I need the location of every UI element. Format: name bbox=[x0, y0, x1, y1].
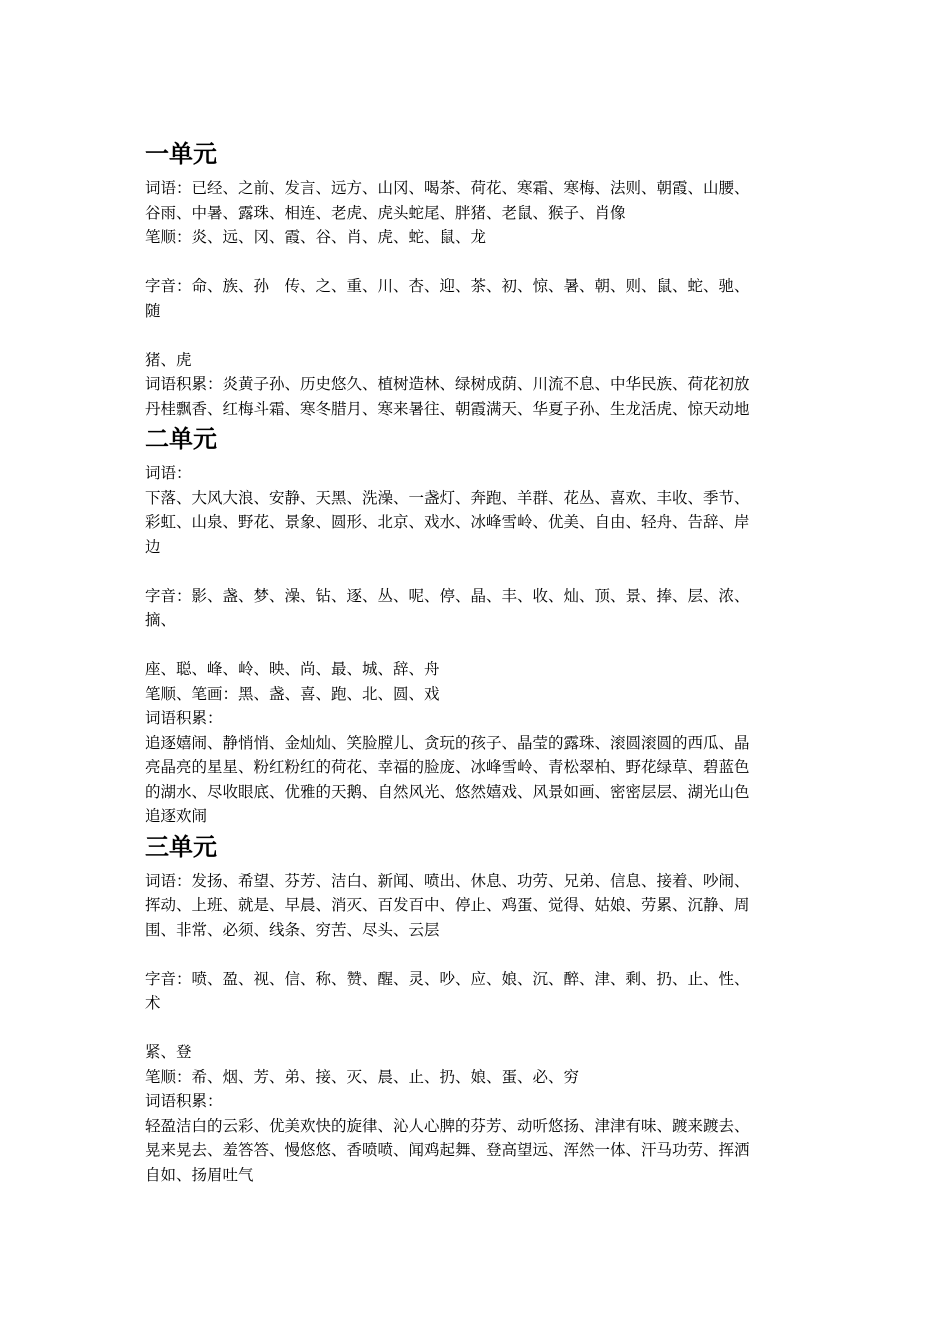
text-line: 挥动、上班、就是、早晨、消灭、百发百中、停止、鸡蛋、觉得、姑娘、劳累、沉静、周 bbox=[145, 896, 750, 914]
text-line: 紧、登 bbox=[145, 1043, 192, 1061]
text-line: 自如、扬眉吐气 bbox=[145, 1165, 254, 1184]
document-page bbox=[145, 136, 810, 1187]
text-line: 亮晶亮的星星、粉红粉红的荷花、幸福的脸庞、冰峰雪岭、青松翠柏、野花绿草、碧蓝色 bbox=[145, 758, 750, 776]
text-line: 摘、 bbox=[145, 611, 177, 629]
text-line: 丹桂飘香、红梅斗霜、寒冬腊月、寒来暑往、朝霞满天、华夏子孙、生龙活虎、惊天动地 bbox=[145, 399, 750, 418]
text-line: 晃来晃去、羞答答、慢悠悠、香喷喷、闻鸡起舞、登高望远、浑然一体、汗马功劳、挥洒 bbox=[145, 1141, 750, 1159]
text-line: 的湖水、尽收眼底、优雅的天鹅、自然风光、悠然嬉戏、风景如画、密密层层、湖光山色 bbox=[145, 782, 750, 801]
unit-three bbox=[145, 829, 810, 1188]
text-line: 笔顺：希、烟、芳、弟、接、灭、晨、止、扔、娘、蛋、必、穷 bbox=[145, 1067, 580, 1086]
blank-line bbox=[145, 1016, 810, 1041]
text-line: 笔顺：炎、远、冈、霞、谷、肖、虎、蛇、鼠、龙 bbox=[145, 228, 487, 246]
text-line: 追逐欢闹 bbox=[145, 807, 208, 825]
text-line: 谷雨、中暑、露珠、相连、老虎、虎头蛇尾、胖猪、老鼠、猴子、肖像 bbox=[145, 203, 626, 222]
unit-title: 一单元 bbox=[145, 140, 217, 168]
text-line: 字音：命、族、孙 传、之、重、川、杏、迎、茶、初、惊、暑、朝、则、鼠、蛇、驰、 bbox=[145, 277, 750, 295]
unit-title: 三单元 bbox=[145, 832, 217, 861]
text-line: 下落、大风大浪、安静、天黑、洗澡、一盏灯、奔跑、羊群、花丛、喜欢、丰收、季节、 bbox=[145, 488, 750, 507]
unit-two bbox=[145, 421, 810, 829]
text-line: 围、非常、必须、线条、穷苦、尽头、云层 bbox=[145, 920, 440, 939]
text-line: 彩虹、山泉、野花、景象、圆形、北京、戏水、冰峰雪岭、优美、自由、轻舟、告辞、岸 bbox=[145, 513, 750, 531]
text-line: 座、聪、峰、岭、映、尚、最、城、辞、舟 bbox=[145, 660, 440, 678]
text-line: 笔顺、笔画：黑、盏、喜、跑、北、圆、戏 bbox=[145, 684, 440, 703]
text-line: 随 bbox=[145, 301, 161, 320]
unit-title: 二单元 bbox=[145, 425, 217, 453]
blank-line bbox=[145, 323, 810, 348]
text-line: 词语：发扬、希望、芬芳、洁白、新闻、喷出、休息、功劳、兄弟、信息、接着、吵闹、 bbox=[145, 871, 750, 890]
unit-one bbox=[145, 136, 810, 421]
text-line: 字音：喷、盈、视、信、称、赞、醒、灵、吵、应、娘、沉、醉、津、剩、扔、止、性、 bbox=[145, 969, 750, 988]
text-line: 术 bbox=[145, 994, 161, 1012]
blank-line bbox=[145, 633, 810, 658]
text-line: 边 bbox=[145, 537, 161, 556]
text-line: 词语： bbox=[145, 464, 192, 482]
text-line: 词语积累：炎黄子孙、历史悠久、植树造林、绿树成荫、川流不息、中华民族、荷花初放 bbox=[145, 375, 750, 393]
blank-line bbox=[145, 942, 810, 967]
text-line: 词语积累： bbox=[145, 1092, 223, 1110]
text-line: 字音：影、盏、梦、澡、钻、逐、丛、呢、停、晶、丰、收、灿、顶、景、捧、层、浓、 bbox=[145, 586, 750, 605]
blank-line bbox=[145, 250, 810, 275]
blank-line bbox=[145, 559, 810, 584]
text-line: 词语：已经、之前、发言、远方、山冈、喝茶、荷花、寒霜、寒梅、法则、朝霞、山腰、 bbox=[145, 179, 750, 197]
text-line: 猪、虎 bbox=[145, 350, 192, 369]
text-line: 轻盈洁白的云彩、优美欢快的旋律、沁人心脾的芬芳、动听悠扬、津津有味、踱来踱去、 bbox=[145, 1116, 750, 1135]
text-line: 追逐嬉闹、静悄悄、金灿灿、笑脸膛儿、贪玩的孩子、晶莹的露珠、滚圆滚圆的西瓜、晶 bbox=[145, 733, 750, 752]
text-line: 词语积累： bbox=[145, 709, 223, 727]
